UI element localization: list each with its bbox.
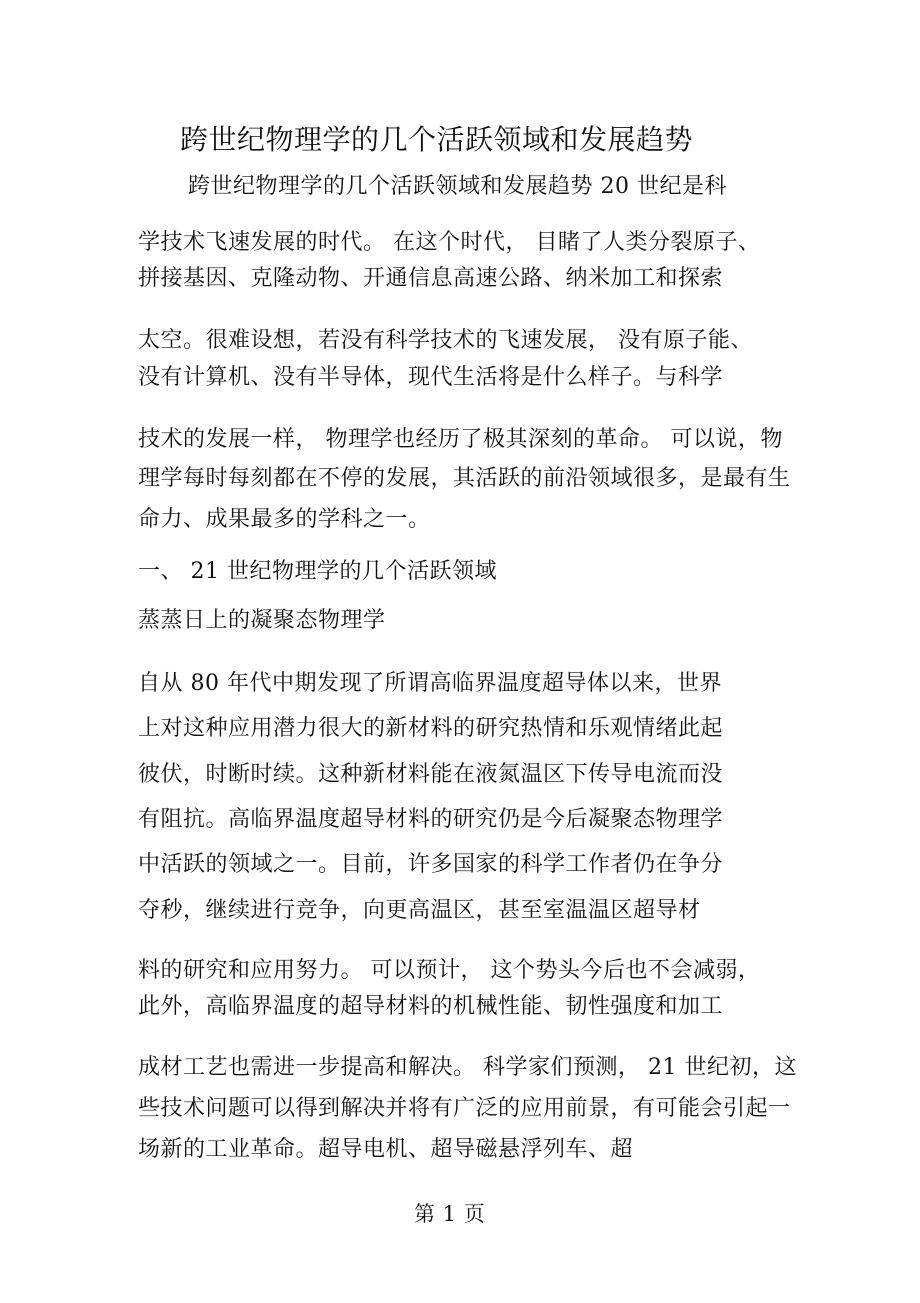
paragraph-line: 彼伏，时断时续。这种新材料能在液氮温区下传导电流而没 — [138, 762, 724, 787]
section-heading: 一、 21 世纪物理学的几个活跃领域 — [138, 559, 497, 584]
paragraph-line: 料的研究和应用努力。 可以预计， 这个势头今后也不会减弱， — [138, 958, 761, 983]
paragraph-line: 场新的工业革命。超导电机、超导磁悬浮列车、超 — [138, 1137, 634, 1162]
paragraph-line: 理学每时每刻都在不停的发展，其活跃的前沿领域很多，是最有生 — [138, 466, 791, 491]
paragraph-line: 技术的发展一样， 物理学也经历了极其深刻的革命。 可以说，物 — [138, 427, 783, 452]
document-title: 跨世纪物理学的几个活跃领域和发展趋势 — [180, 123, 694, 156]
subsection-heading: 蒸蒸日上的凝聚态物理学 — [138, 608, 386, 633]
paragraph-line: 没有计算机、没有半导体，现代生活将是什么样子。与科学 — [138, 365, 724, 390]
paragraph-line: 拼接基因、克隆动物、开通信息高速公路、纳米加工和探索 — [138, 266, 724, 291]
paragraph-line: 些技术问题可以得到解决并将有广泛的应用前景，有可能会引起一 — [138, 1096, 791, 1121]
paragraph-line: 中活跃的领域之一。目前，许多国家的科学工作者仍在争分 — [138, 852, 724, 877]
paragraph-line: 此外，高临界温度的超导材料的机械性能、韧性强度和加工 — [138, 994, 724, 1019]
paragraph-line: 命力、成果最多的学科之一。 — [138, 507, 431, 532]
page-number: 第 1 页 — [414, 1202, 486, 1226]
paragraph-line: 上对这种应用潜力很大的新材料的研究热情和乐观情绪此起 — [138, 716, 724, 741]
paragraph-line: 有阻抗。高临界温度超导材料的研究仍是今后凝聚态物理学 — [138, 807, 724, 832]
paragraph-line: 太空。很难设想，若没有科学技术的飞速发展， 没有原子能、 — [138, 328, 753, 353]
paragraph-line: 自从 80 年代中期发现了所谓高临界温度超导体以来，世界 — [138, 671, 722, 696]
paragraph-line: 学技术飞速发展的时代。 在这个时代， 目睹了人类分裂原子、 — [138, 230, 761, 255]
paragraph-line: 成材工艺也需进一步提高和解决。 科学家们预测， 21 世纪初，这 — [138, 1055, 797, 1080]
paragraph-line: 夺秒，继续进行竞争，向更高温区，甚至室温温区超导材 — [138, 898, 701, 923]
document-subtitle: 跨世纪物理学的几个活跃领域和发展趋势 20 世纪是科 — [188, 174, 727, 199]
